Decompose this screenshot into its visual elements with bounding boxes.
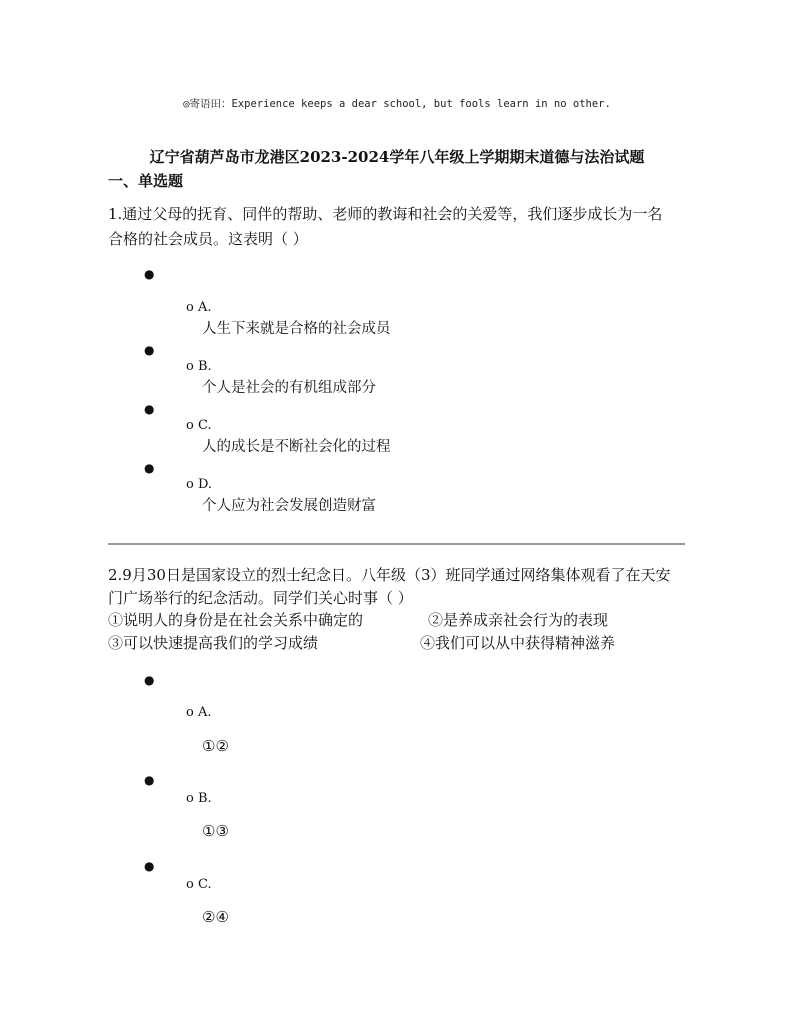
q1-option-d-marker[interactable]: o D. (186, 477, 213, 492)
q1-option-c-marker[interactable]: o C. (186, 418, 212, 433)
q2-statement-2: ②是养成亲社会行为的表现 (428, 611, 609, 629)
q1-option-b-marker[interactable]: o B. (186, 359, 212, 374)
q2-option-b-text[interactable]: ①③ (202, 822, 229, 840)
q1-option-a-text[interactable]: 人生下来就是合格的社会成员 (202, 321, 391, 337)
q1-option-d-text[interactable]: 个人应为社会发展创造财富 (202, 498, 376, 514)
bullet-icon: ● (144, 461, 155, 475)
q2-statement-1: ①说明人的身份是在社会关系中确定的 (108, 611, 364, 629)
motto-header: ◎寄语田：Experience keeps a dear school, but fools learn in no other. (183, 98, 611, 110)
q1-option-c-text[interactable]: 人的成长是不断社会化的过程 (202, 439, 391, 455)
question-2-stem-line-2: 门广场举行的纪念活动。同学们关心时事（ ） (108, 589, 413, 607)
q2-option-c-text[interactable]: ②④ (202, 908, 229, 926)
q2-option-a-text[interactable]: ①② (202, 737, 229, 755)
question-1-stem-line-1: 1.通过父母的抚育、同伴的帮助、老师的教诲和社会的关爱等，我们逐步成长为一名 (108, 205, 663, 223)
bullet-icon: ● (144, 673, 155, 687)
q2-option-b-marker[interactable]: o B. (186, 791, 212, 806)
q2-statement-3: ③可以快速提高我们的学习成绩 (108, 634, 319, 652)
q2-statement-4: ④我们可以从中获得精神滋养 (420, 634, 616, 652)
page-title: 辽宁省葫芦岛市龙港区2023-2024学年八年级上学期期末道德与法治试题 (149, 148, 645, 166)
question-divider (108, 543, 685, 545)
question-2-stem-line-1: 2.9月30日是国家设立的烈士纪念日。八年级（3）班同学通过网络集体观看了在天安 (108, 566, 671, 584)
bullet-icon: ● (144, 343, 155, 357)
q1-option-a-marker[interactable]: o A. (186, 300, 212, 315)
bullet-icon: ● (144, 859, 155, 873)
bullet-icon: ● (144, 402, 155, 416)
q2-option-a-marker[interactable]: o A. (186, 705, 212, 720)
bullet-icon: ● (144, 267, 155, 281)
q1-option-b-text[interactable]: 个人是社会的有机组成部分 (202, 380, 376, 396)
q2-option-c-marker[interactable]: o C. (186, 877, 212, 892)
question-1-stem-line-2: 合格的社会成员。这表明（ ） (108, 230, 308, 248)
section-heading: 一、单选题 (108, 172, 184, 190)
bullet-icon: ● (144, 773, 155, 787)
